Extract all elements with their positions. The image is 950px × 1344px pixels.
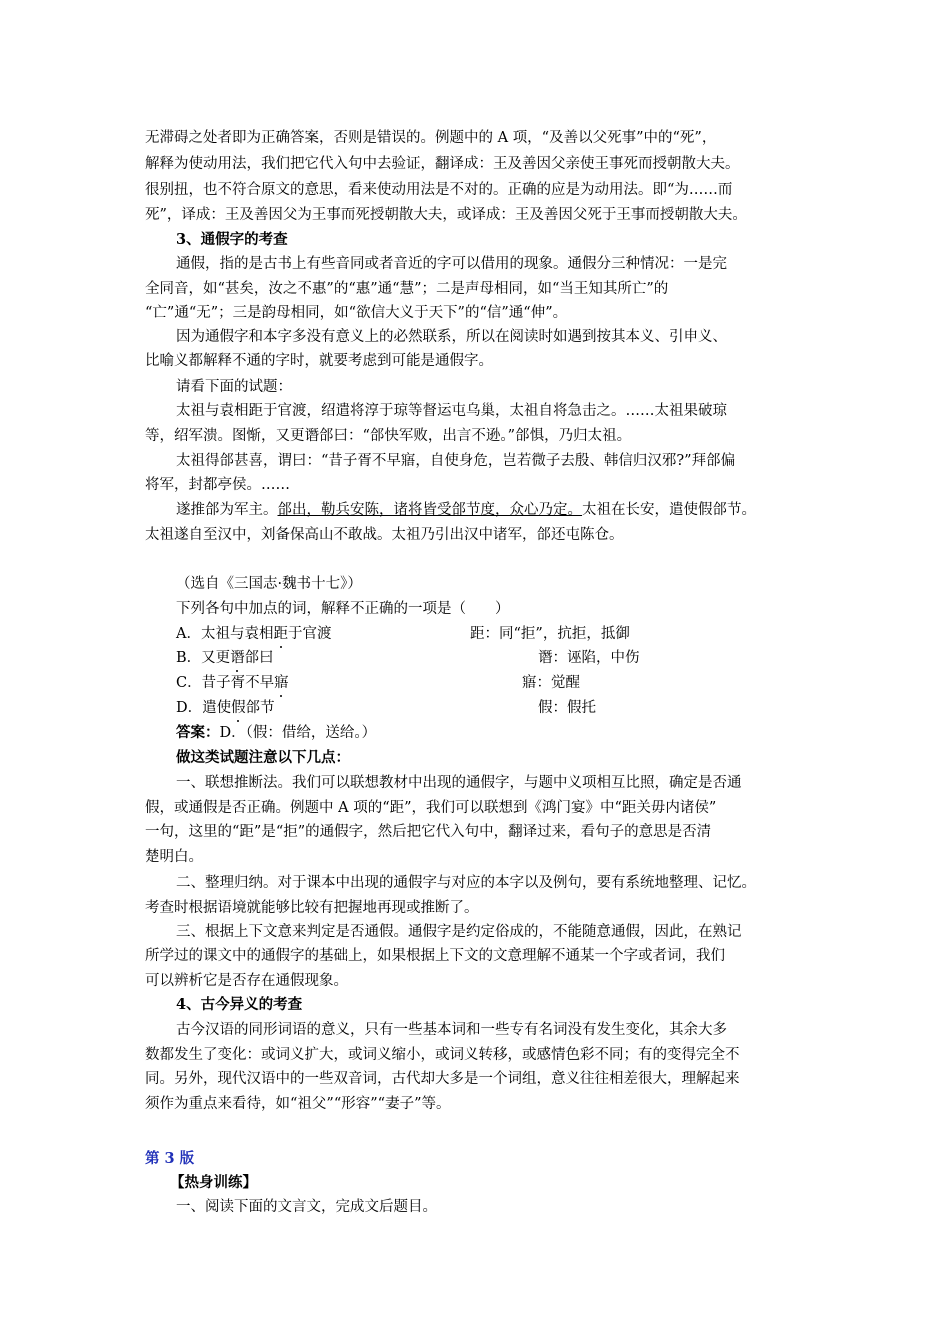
paragraph-line: 数都发生了变化：或词义扩大，或词义缩小，或词义转移，或感情色彩不同；有的变得完全不 <box>145 1047 740 1063</box>
option-d-explanation: 假：假托 <box>538 700 596 716</box>
paragraph-line: 解释为使动用法，我们把它代入句中去验证，翻译成：王及善因父亲使王事死而授朝散大夫。 <box>145 156 740 172</box>
paragraph-line: 因为通假字和本字多没有意义上的必然联系，所以在阅读时如遇到按其本义、引申义、 <box>176 329 727 345</box>
dotted-word: 寤 <box>274 675 289 691</box>
paragraph-line: 死”，译成：王及善因父为王事而死授朝散大夫，或译成：王及善因父死于王事而授朝散大夫。 <box>145 207 747 223</box>
paragraph-line: 三、根据上下文意来判定是否通假。通假字是约定俗成的，不能随意通假，因此，在熟记 <box>176 924 742 940</box>
notes-heading: 做这类试题注意以下几点： <box>176 749 350 766</box>
passage-line: 等，绍军溃。图惭，又更谮郃曰：“郃快军败，出言不逊。”郃惧，乃归太祖。 <box>145 428 632 444</box>
question-stem: 下列各句中加点的词，解释不正确的一项是（ ） <box>176 601 510 617</box>
passage-line: 太祖与袁相距于官渡，绍遣将淳于琼等督运屯乌巢，太祖自将急击之。……太祖果破琼 <box>176 403 727 419</box>
dotted-word: 谮 <box>230 650 245 666</box>
answer-text: D．（假：借给，送给。） <box>219 725 377 741</box>
paragraph-line: 须作为重点来看待，如“祖父”“形容”“妻子”等。 <box>145 1096 451 1112</box>
option-c: C．昔子胥不早寤 <box>176 675 289 691</box>
source-citation: （选自《三国志·魏书十七》） <box>176 576 362 592</box>
option-a-explanation: 距：同“拒”，抗拒，抵御 <box>470 626 630 642</box>
paragraph-line: “亡”通“无”；三是韵母相同，如“欲信大义于天下”的“信”通“伸”。 <box>145 305 568 321</box>
passage-text: 遂推郃为军主。 <box>176 502 278 518</box>
paragraph-line: 通假，指的是古书上有些音同或者音近的字可以借用的现象。通假分三种情况：一是完 <box>176 256 727 272</box>
passage-text: 太祖在长安，遣使假郃节。 <box>582 502 756 518</box>
paragraph-line: 假，或通假是否正确。例题中 A 项的“距”，我们可以联想到《鸿门宴》中“距关毋内诸侯” <box>145 800 717 816</box>
underlined-sentence: 郃出，勒兵安陈，诸将皆受郃节度，众心乃定。 <box>277 502 582 518</box>
question-intro: 请看下面的试题： <box>176 379 292 395</box>
paragraph-line: 同。另外，现代汉语中的一些双音词，古代却大多是一个词组，意义往往相差很大，理解起来 <box>145 1071 740 1087</box>
paragraph-line: 比喻义都解释不通的字时，就要考虑到可能是通假字。 <box>145 353 493 369</box>
paragraph-line: 考查时根据语境就能够比较有把握地再现或推断了。 <box>145 900 479 916</box>
paragraph-line: 一句，这里的“距”是“拒”的通假字，然后把它代入句中，翻译过来，看句子的意思是否清 <box>145 824 712 840</box>
version-label: 第 3 版 <box>145 1150 195 1167</box>
paragraph-line: 古今汉语的同形词语的意义，只有一些基本词和一些专有名词没有发生变化，其余大多 <box>176 1022 727 1038</box>
section-heading-4: 4、古今异义的考查 <box>176 996 303 1013</box>
dotted-word: 距 <box>273 626 288 642</box>
passage-line <box>176 500 756 520</box>
paragraph-line: 无滞碍之处者即为正确答案，否则是错误的。例题中的 A 项，“及善以父死事”中的“死”， <box>145 130 717 146</box>
answer-line <box>176 723 376 743</box>
paragraph-line: 一、联想推断法。我们可以联想教材中出现的通假字，与题中义项相互比照，确定是否通 <box>176 775 742 791</box>
option-b-explanation: 谮：诬陷，中伤 <box>538 650 640 666</box>
paragraph-line: 可以辨析它是否存在通假现象。 <box>145 973 348 989</box>
paragraph-line: 所学过的课文中的通假字的基础上，如果根据上下文的文意理解不通某一个字或者词，我们 <box>145 948 725 964</box>
passage-line: 太祖得郃甚喜，谓曰：“昔子胥不早寤，自使身危，岂若微子去殷、韩信归汉邪?”拜郃偏 <box>176 453 736 469</box>
warmup-instruction: 一、阅读下面的文言文，完成文后题目。 <box>176 1199 437 1215</box>
paragraph-line: 二、整理归纳。对于课本中出现的通假字与对应的本字以及例句，要有系统地整理、记忆。 <box>176 875 756 891</box>
option-b: B．又更谮郃曰 <box>176 650 274 666</box>
passage-line: 将军，封都亭侯。…… <box>145 477 290 493</box>
option-c-explanation: 寤：觉醒 <box>522 675 580 691</box>
paragraph-line: 楚明白。 <box>145 849 203 865</box>
dotted-word: 假 <box>231 700 246 716</box>
passage-line: 太祖遂自至汉中，刘备保高山不敢战。太祖乃引出汉中诸军，郃还屯陈仓。 <box>145 527 624 543</box>
paragraph-line: 很别扭，也不符合原文的意思，看来使动用法是不对的。正确的应是为动用法。即“为……而 <box>145 182 733 198</box>
option-d: D．遣使假郃节 <box>176 700 275 716</box>
section-heading-3: 3、通假字的考查 <box>176 231 288 248</box>
option-a: A．太祖与袁相距于官渡 <box>176 626 332 642</box>
paragraph-line: 全同音，如“甚矣，汝之不惠”的“惠”通“慧”；二是声母相同，如“当王知其所亡”的 <box>145 281 669 297</box>
warmup-heading: 【热身训练】 <box>170 1174 257 1191</box>
answer-label: 答案： <box>176 724 220 741</box>
